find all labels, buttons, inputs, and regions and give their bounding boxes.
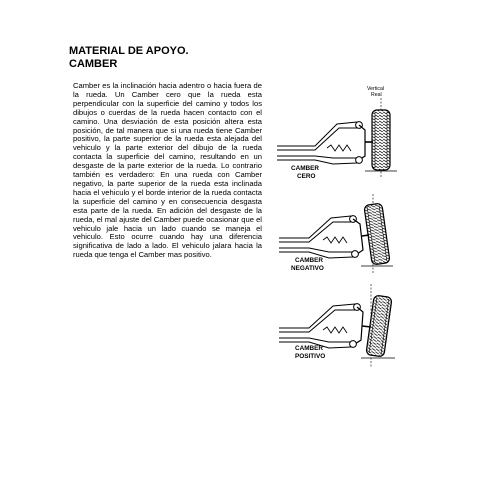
camber-negative-diagram xyxy=(279,194,393,274)
body-paragraph: Camber es la inclinación hacia adentro o hacia fuera de la rueda. Un Camber cero que la rueda esta perpendicular con la superficie del camino y todos los dibujos o cuerdas de la rueda hacen contacto con el camino. Una desviación de esta posición altera esta posición, de tal manera que si una rueda tiene Camber positivo, la parte superior de la rueda esta alejada del vehiculo y la parte exterior del dibujo de la rueda contacta la superficie del camino, resultando en un desgaste de la parte exterior de la rueda. Lo contrario también es verdadero: En una rueda con Camber negativo, la parte superior de la rueda esta inclinada hacia el vehiculo y el borde interior de la rueda contacta la superficie del camino y en consecuencia desgasta esta parte de la rueda. En adición del desgaste de la rueda, el mal ajuste del Camber puede ocasionar que el vehiculo jale hacia un lado cuando se maneja el vehiculo. Esto ocurre cuando hay una diferencia significativa de lado a lado. El vehiculo jalara hacia la rueda que tenga el Camber mas positivo. xyxy=(73,81,262,260)
camber-zero-label-line-2: CERO xyxy=(297,173,316,180)
camber-illustration xyxy=(275,78,425,378)
camber-positive-label-line-1: CAMBER xyxy=(295,345,324,352)
title-line-1: MATERIAL DE APOYO. xyxy=(69,45,189,57)
camber-negative-label-line-1: CAMBER xyxy=(295,257,324,264)
camber-positive-diagram xyxy=(279,284,395,368)
camber-positive-label-line-2: POSITIVO xyxy=(295,353,326,360)
title-line-2: CAMBER xyxy=(69,58,118,70)
camber-zero-label-line-1: CAMBER xyxy=(291,165,320,172)
camber-zero-diagram xyxy=(277,86,397,180)
page-title xyxy=(69,45,289,71)
vertical-label-line-2: Real xyxy=(371,92,382,98)
vertical-label-line-1: Vertical xyxy=(367,86,385,92)
camber-negative-label-line-2: NEGATIVO xyxy=(291,265,324,272)
